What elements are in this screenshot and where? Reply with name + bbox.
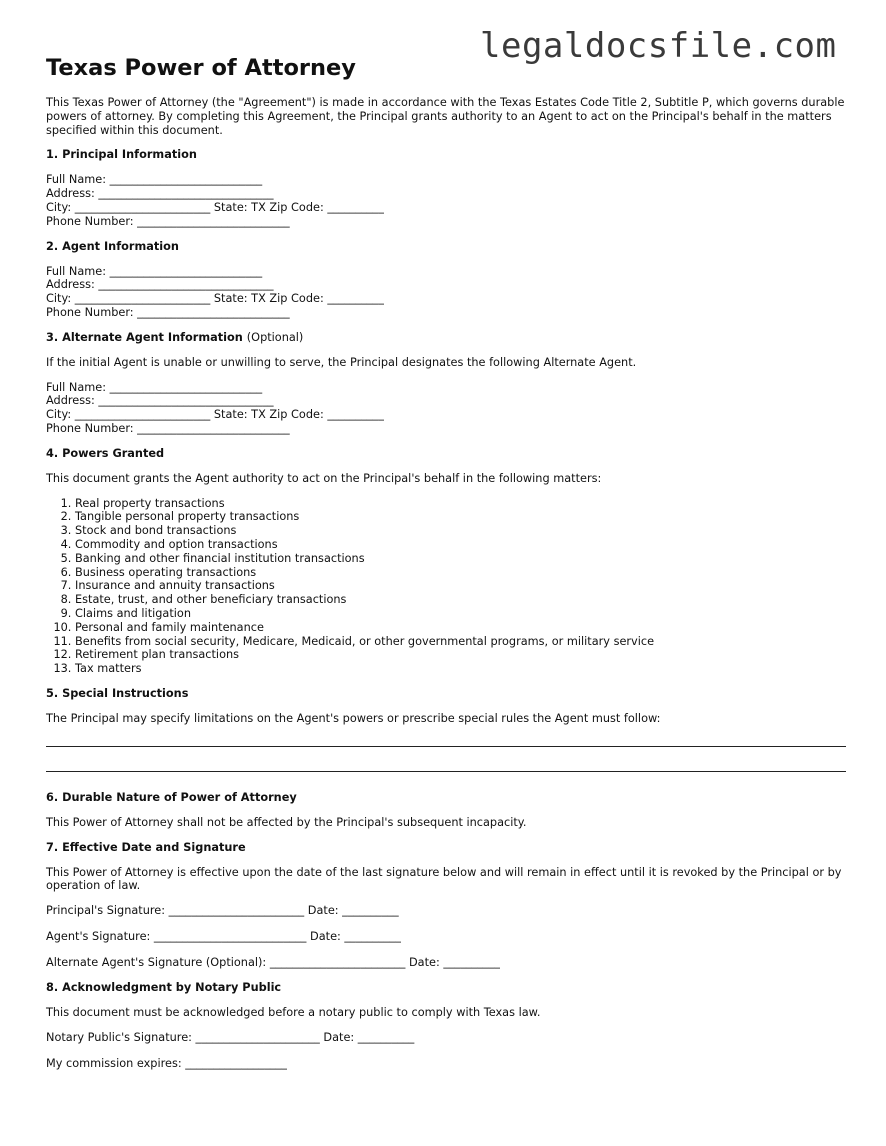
alternate-text: If the initial Agent is unable or unwilling to serve, the Principal designates the following Alternate Agent. xyxy=(46,355,637,369)
alternate-heading-title: 3. Alternate Agent Information xyxy=(46,330,243,344)
list-item: 12. Retirement plan transactions xyxy=(75,648,848,662)
list-item: 5. Banking and other financial institution transactions xyxy=(75,552,848,566)
alternate-heading xyxy=(46,331,848,345)
principal-phone-field[interactable]: Phone Number: ___________________________ xyxy=(46,214,290,228)
special-heading: 5. Special Instructions xyxy=(46,686,189,700)
list-item: 1. Real property transactions xyxy=(75,497,848,511)
special-text: The Principal may specify limitations on the Agent's powers or prescribe special rules the Agent must follow: xyxy=(46,711,661,725)
list-item: 4. Commodity and option transactions xyxy=(75,538,848,552)
intro-paragraph: This Texas Power of Attorney (the "Agreement") is made in accordance with the Texas Estates Code Title 2, Subtitle P, which governs durable powers of attorney. By completing this Agreement, the Principal grants authority to an Agent to act on the Principal's behalf in the matters specified within this document. xyxy=(46,96,845,137)
notary-text: This document must be acknowledged before a notary public to comply with Texas law. xyxy=(46,1006,541,1020)
agent-phone-field[interactable]: Phone Number: ___________________________ xyxy=(46,305,290,319)
powers-text: This document grants the Agent authority to act on the Principal's behalf in the following matters: xyxy=(46,471,602,485)
alternate-signature-field[interactable]: Alternate Agent's Signature (Optional): ________________________ Date: __________ xyxy=(46,955,500,969)
list-item: 10. Personal and family maintenance xyxy=(75,621,848,635)
list-item: 11. Benefits from social security, Medicare, Medicaid, or other governmental programs, or military service xyxy=(75,635,848,649)
agent-heading: 2. Agent Information xyxy=(46,239,179,253)
agent-full-name-field[interactable]: Full Name: ___________________________ xyxy=(46,264,263,278)
principal-city-state-zip-field[interactable]: City: ________________________ State: TX Zip Code: __________ xyxy=(46,200,384,214)
alternate-full-name-field[interactable]: Full Name: ___________________________ xyxy=(46,380,263,394)
site-watermark: legaldocsfile.com xyxy=(480,26,837,66)
principal-heading: 1. Principal Information xyxy=(46,148,197,162)
document-title: Texas Power of Attorney xyxy=(46,55,356,81)
commission-expires-field[interactable]: My commission expires: __________________ xyxy=(46,1057,287,1071)
list-item: 13. Tax matters xyxy=(75,662,848,676)
special-instructions-line-1[interactable] xyxy=(46,746,846,747)
document-page xyxy=(46,54,848,1083)
alternate-city-state-zip-field[interactable]: City: ________________________ State: TX Zip Code: __________ xyxy=(46,408,384,422)
agent-address-field[interactable]: Address: _______________________________ xyxy=(46,278,274,292)
principal-fields xyxy=(46,173,848,228)
alternate-heading-note: (Optional) xyxy=(246,330,304,344)
alternate-fields xyxy=(46,381,848,436)
list-item: 7. Insurance and annuity transactions xyxy=(75,579,848,593)
powers-heading: 4. Powers Granted xyxy=(46,446,165,460)
agent-signature-field[interactable]: Agent's Signature: ___________________________ Date: __________ xyxy=(46,929,401,943)
powers-list xyxy=(46,497,848,676)
special-instructions-line-2[interactable] xyxy=(46,771,846,772)
list-item: 9. Claims and litigation xyxy=(75,607,848,621)
notary-heading: 8. Acknowledgment by Notary Public xyxy=(46,981,282,995)
alternate-phone-field[interactable]: Phone Number: ___________________________ xyxy=(46,421,290,435)
list-item: 6. Business operating transactions xyxy=(75,566,848,580)
effective-heading: 7. Effective Date and Signature xyxy=(46,840,246,854)
alternate-address-field[interactable]: Address: _______________________________ xyxy=(46,394,274,408)
principal-full-name-field[interactable]: Full Name: ___________________________ xyxy=(46,173,263,187)
list-item: 3. Stock and bond transactions xyxy=(75,524,848,538)
agent-fields xyxy=(46,265,848,320)
durable-text: This Power of Attorney shall not be affected by the Principal's subsequent incapacity. xyxy=(46,815,527,829)
list-item: 2. Tangible personal property transactions xyxy=(75,510,848,524)
list-item: 8. Estate, trust, and other beneficiary transactions xyxy=(75,593,848,607)
agent-city-state-zip-field[interactable]: City: ________________________ State: TX Zip Code: __________ xyxy=(46,292,384,306)
durable-heading: 6. Durable Nature of Power of Attorney xyxy=(46,790,297,804)
effective-text: This Power of Attorney is effective upon the date of the last signature below and will remain in effect until it is revoked by the Principal or by operation of law. xyxy=(46,865,842,893)
notary-signature-field[interactable]: Notary Public's Signature: ______________________ Date: __________ xyxy=(46,1031,415,1045)
principal-address-field[interactable]: Address: _______________________________ xyxy=(46,187,274,201)
principal-signature-field[interactable]: Principal's Signature: ________________________ Date: __________ xyxy=(46,904,399,918)
